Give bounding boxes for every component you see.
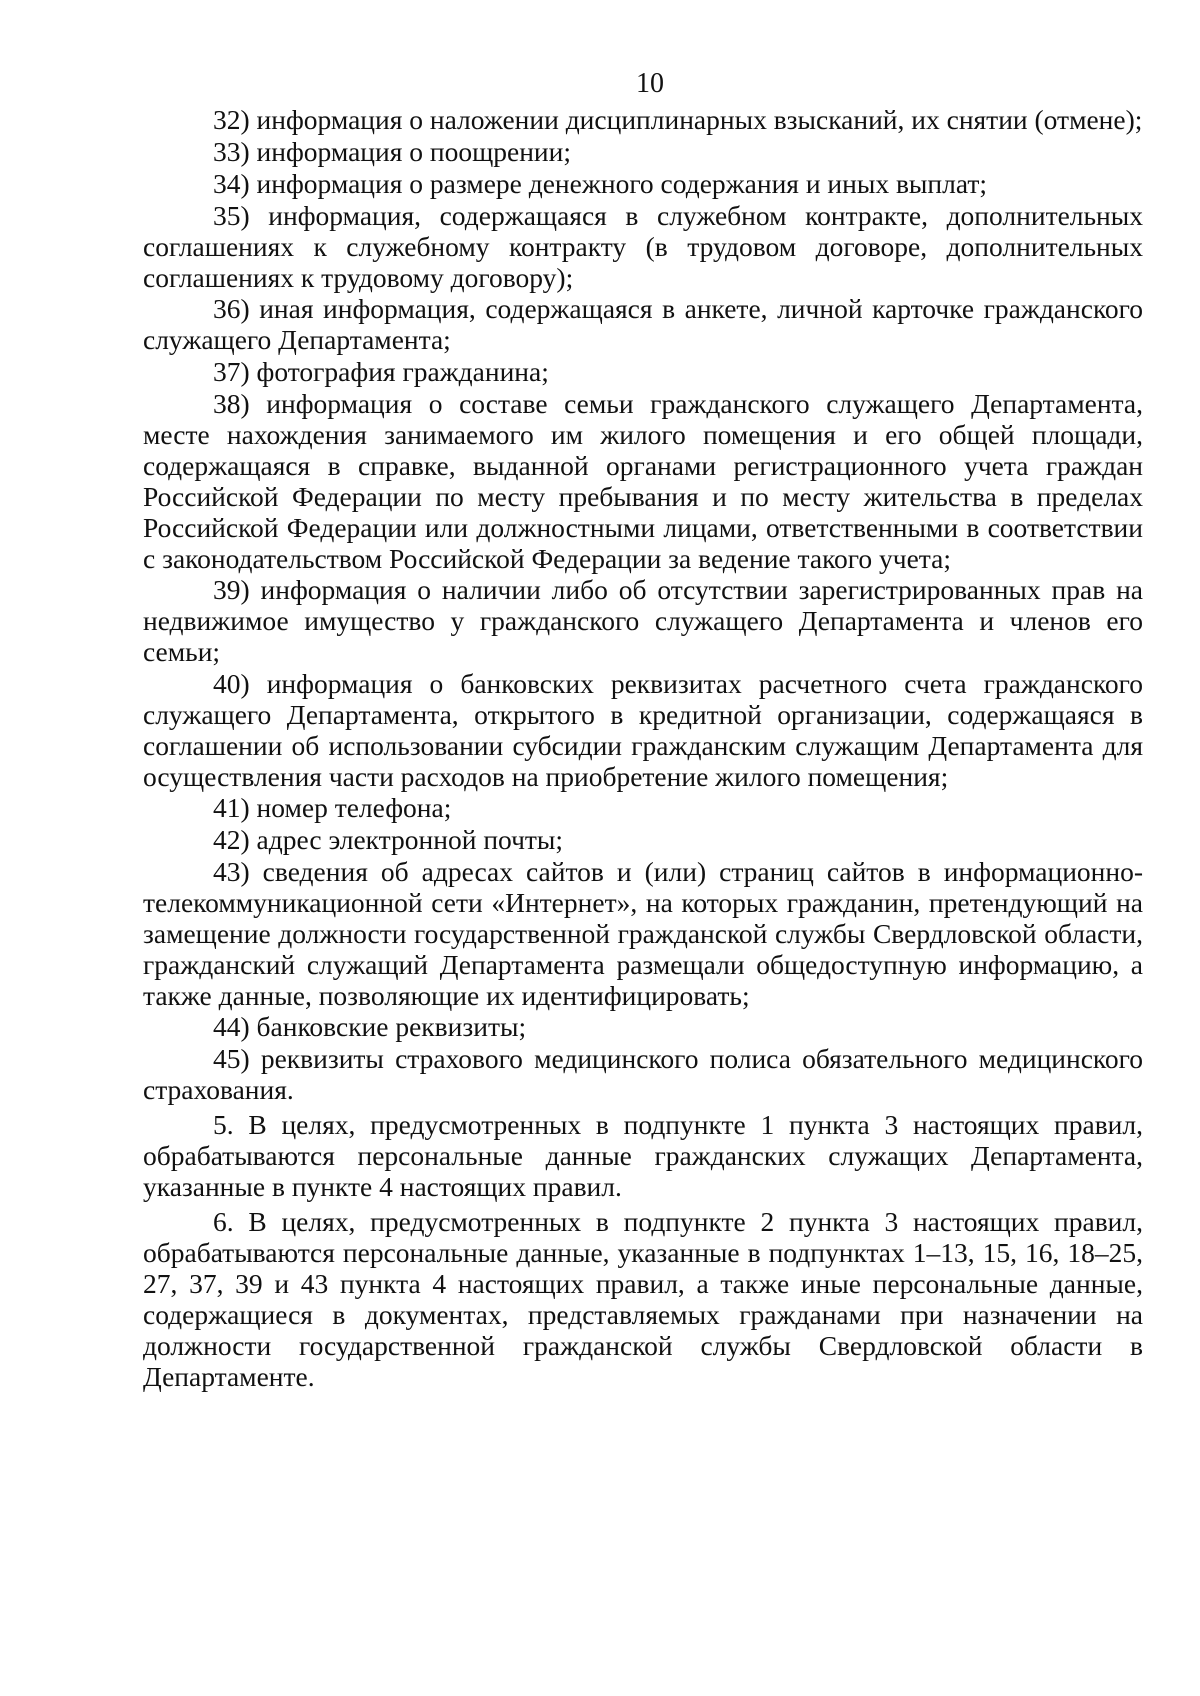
list-item-43: 43) сведения об адресах сайтов и (или) страниц сайтов в информационно-телекоммуникационной сети «Интернет», на которых гражданин, претендующий на замещение должности государственной гражданской службы Свердловской области, гражданский служащий Департамента размещали общедоступную информацию, а также данные, позволяющие их идентифицировать; bbox=[143, 856, 1143, 1011]
paragraph-6: 6. В целях, предусмотренных в подпункте 2 пункта 3 настоящих правил, обрабатываются персональные данные, указанные в подпунктах 1–13, 15, 16, 18–25, 27, 37, 39 и 43 пункта 4 настоящих правил, а также иные персональные данные, содержащиеся в документах, представляемых гражданами при назначении на должности государственной гражданской службы Свердловской области в Департаменте. bbox=[143, 1206, 1143, 1392]
list-item-37: 37) фотография гражданина; bbox=[213, 356, 549, 387]
page-number: 10 bbox=[636, 68, 664, 99]
list-item-39: 39) информация о наличии либо об отсутствии зарегистрированных прав на недвижимое имущество у гражданского служащего Департамента и членов его семьи; bbox=[143, 574, 1143, 667]
list-item-35: 35) информация, содержащаяся в служебном контракте, дополнительных соглашениях к служебному контракту (в трудовом договоре, дополнительных соглашениях к трудовому договору); bbox=[143, 200, 1143, 293]
list-item-42: 42) адрес электронной почты; bbox=[213, 824, 564, 855]
list-item-40: 40) информация о банковских реквизитах расчетного счета гражданского служащего Департамента, открытого в кредитной организации, содержащаяся в соглашении об использовании субсидии гражданским служащим Департамента для осуществления части расходов на приобретение жилого помещения; bbox=[143, 668, 1143, 792]
list-item-45: 45) реквизиты страхового медицинского полиса обязательного медицинского страхования. bbox=[143, 1043, 1143, 1105]
list-item-38: 38) информация о составе семьи гражданского служащего Департамента, месте нахождения занимаемого им жилого помещения и его общей площади, содержащаяся в справке, выданной органами регистрационного учета граждан Российской Федерации по месту пребывания и по месту жительства в пределах Российской Федерации или должностными лицами, ответственными в соответствии с законодательством Российской Федерации за ведение такого учета; bbox=[143, 388, 1143, 574]
list-item-44: 44) банковские реквизиты; bbox=[213, 1011, 527, 1042]
list-item-41: 41) номер телефона; bbox=[213, 792, 452, 823]
document-body bbox=[143, 104, 1143, 1393]
list-item-33: 33) информация о поощрении; bbox=[213, 136, 572, 167]
list-item-34: 34) информация о размере денежного содержания и иных выплат; bbox=[213, 168, 988, 199]
paragraph-5: 5. В целях, предусмотренных в подпункте 1 пункта 3 настоящих правил, обрабатываются персональные данные гражданских служащих Департамента, указанные в пункте 4 настоящих правил. bbox=[143, 1109, 1143, 1202]
list-item-36: 36) иная информация, содержащаяся в анкете, личной карточке гражданского служащего Департамента; bbox=[143, 293, 1143, 355]
list-item-32: 32) информация о наложении дисциплинарных взысканий, их снятии (отмене); bbox=[213, 104, 1143, 135]
